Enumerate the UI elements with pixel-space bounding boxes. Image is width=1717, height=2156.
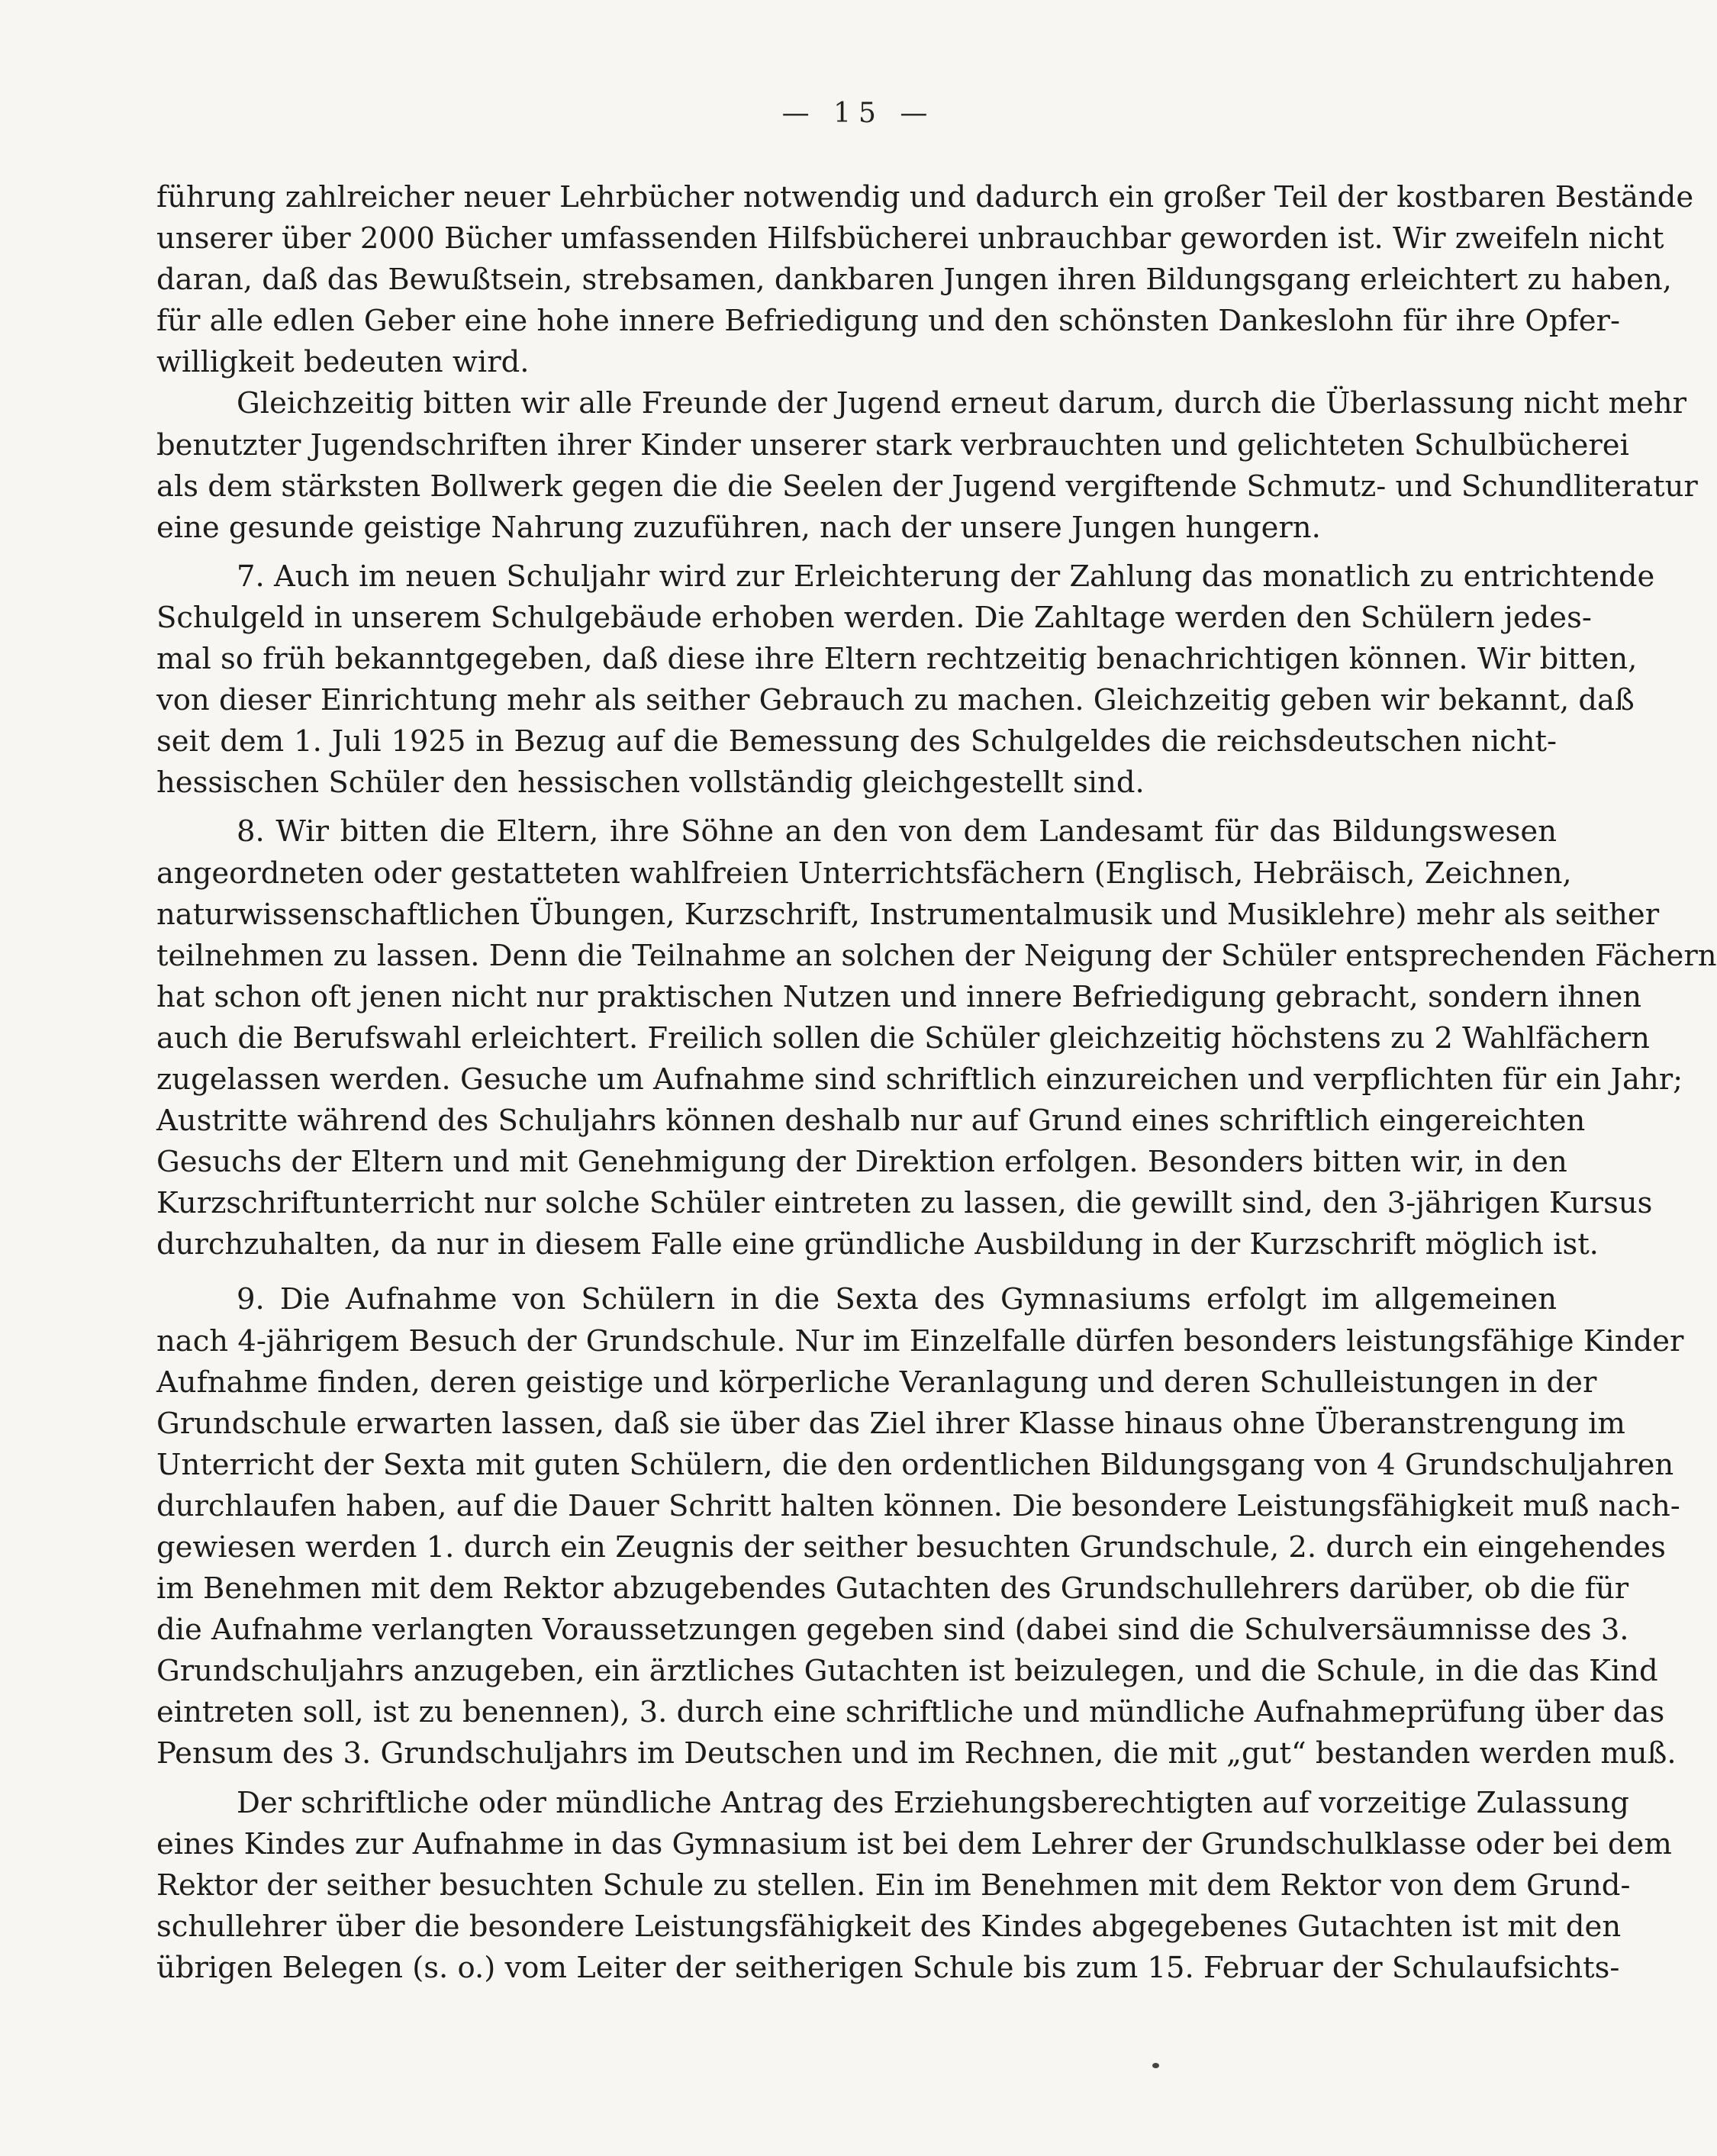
ink-speck [1152, 2063, 1159, 2068]
text-line: Grundschuljahrs anzugeben, ein ärztliches Gutachten ist beizulegen, und die Schule, in die das Kind [156, 1654, 1658, 1689]
body-text [156, 177, 1717, 1989]
text-line: Schulgeld in unserem Schulgebäude erhoben werden. Die Zahltage werden den Schülern jedes- [156, 600, 1592, 635]
text-line: 8. Wir bitten die Eltern, ihre Söhne an den von dem Landesamt für das Bildungswesen [237, 814, 1557, 849]
text-line: für alle edlen Geber eine hohe innere Befriedigung und den schönsten Dankeslohn für ihre Opfer- [156, 304, 1620, 339]
text-line: Rektor der seither besuchten Schule zu stellen. Ein im Benehmen mit dem Rektor von dem Grund- [156, 1868, 1631, 1903]
text-line: eine gesunde geistige Nahrung zuzuführen, nach der unsere Jungen hungern. [156, 510, 1321, 545]
text-line: Grundschule erwarten lassen, daß sie über das Ziel ihrer Klasse hinaus ohne Überanstrengung im [156, 1406, 1625, 1441]
text-line: durchlaufen haben, auf die Dauer Schritt halten können. Die besondere Leistungsfähigkeit muß nach- [156, 1488, 1680, 1523]
text-line: 7. Auch im neuen Schuljahr wird zur Erleichterung der Zahlung das monatlich zu entrichtende [237, 559, 1655, 594]
text-line: hessischen Schüler den hessischen vollständig gleichgestellt sind. [156, 765, 1145, 801]
page-number: — 15 — [781, 98, 936, 129]
text-line: teilnehmen zu lassen. Denn die Teilnahme an solchen der Neigung der Schüler entsprechenden Fächern [156, 938, 1717, 973]
paragraph-8 [156, 811, 1717, 1265]
text-line: nach 4-jährigem Besuch der Grundschule. Nur im Einzelfalle dürfen besonders leistungsfähige Kinder [156, 1323, 1684, 1358]
paragraph-7 [156, 556, 1655, 804]
text-line: Pensum des 3. Grundschuljahrs im Deutschen und im Rechnen, die mit „gut“ bestanden werden muß. [156, 1736, 1677, 1771]
paragraph-1 [156, 177, 1694, 383]
text-line: Austritte während des Schuljahrs können deshalb nur auf Grund eines schriftlich eingereichten [156, 1104, 1586, 1139]
text-line: Aufnahme finden, deren geistige und körperliche Veranlagung und deren Schulleistungen in der [156, 1365, 1597, 1400]
text-line: unserer über 2000 Bücher umfassenden Hilfsbücherei unbrauchbar geworden ist. Wir zweifeln nicht [156, 221, 1664, 256]
text-line: Kurzschriftunterricht nur solche Schüler eintreten zu lassen, die gewillt sind, den 3-jährigen Kursus [156, 1186, 1653, 1221]
text-line: von dieser Einrichtung mehr als seither Gebrauch zu machen. Gleichzeitig geben wir bekannt, daß [156, 683, 1635, 718]
text-line: führung zahlreicher neuer Lehrbücher notwendig und dadurch ein großer Teil der kostbaren Bestände [156, 180, 1694, 214]
text-line: zugelassen werden. Gesuche um Aufnahme sind schriftlich einzureichen und verpflichten für ein Jahr; [156, 1062, 1683, 1097]
text-line: eines Kindes zur Aufnahme in das Gymnasium ist bei dem Lehrer der Grundschulklasse oder bei dem [156, 1826, 1672, 1861]
text-line: als dem stärksten Bollwerk gegen die die Seelen der Jugend vergiftende Schmutz- und Schundliteratur [156, 469, 1698, 504]
text-line: gewiesen werden 1. durch ein Zeugnis der seither besuchten Grundschule, 2. durch ein eingehendes [156, 1530, 1666, 1565]
text-line: Unterricht der Sexta mit guten Schülern, die den ordentlichen Bildungsgang von 4 Grundschuljahren [156, 1447, 1674, 1482]
text-line: Gleichzeitig bitten wir alle Freunde der Jugend erneut darum, durch die Überlassung nicht mehr [237, 386, 1687, 421]
paragraph-2 [156, 383, 1698, 548]
text-line: im Benehmen mit dem Rektor abzugebendes Gutachten des Grundschullehrers darüber, ob die für [156, 1571, 1629, 1607]
text-line: Gesuchs der Eltern und mit Genehmigung der Direktion erfolgen. Besonders bitten wir, in den [156, 1145, 1567, 1180]
text-line: 9. Die Aufnahme von Schülern in die Sexta des Gymnasiums erfolgt im allgemeinen [237, 1282, 1557, 1317]
text-line: auch die Berufswahl erleichtert. Freilich sollen die Schüler gleichzeitig höchstens zu 2 Wahlfächern [156, 1020, 1650, 1055]
text-line: übrigen Belegen (s. o.) vom Leiter der seitherigen Schule bis zum 15. Februar der Schulaufsichts- [156, 1950, 1620, 1985]
text-line: Der schriftliche oder mündliche Antrag des Erziehungsberechtigten auf vorzeitige Zulassung [237, 1785, 1629, 1820]
text-line: die Aufnahme verlangten Voraussetzungen gegeben sind (dabei sind die Schulversäumnisse des 3. [156, 1613, 1629, 1648]
paragraph-application [156, 1783, 1672, 1989]
text-line: daran, daß das Bewußtsein, strebsamen, dankbaren Jungen ihren Bildungsgang erleichtert zu haben, [156, 263, 1672, 298]
text-line: willigkeit bedeuten wird. [156, 345, 530, 380]
text-line: seit dem 1. Juli 1925 in Bezug auf die Bemessung des Schulgeldes die reichsdeutschen nicht- [156, 724, 1557, 759]
text-line: durchzuhalten, da nur in diesem Falle eine gründliche Ausbildung in der Kurzschrift möglich ist. [156, 1227, 1599, 1262]
text-line: naturwissenschaftlichen Übungen, Kurzschrift, Instrumentalmusik und Musiklehre) mehr als seither [156, 897, 1660, 932]
text-line: angeordneten oder gestatteten wahlfreien Unterrichtsfächern (Englisch, Hebräisch, Zeichnen, [156, 856, 1572, 891]
text-line: eintreten soll, ist zu benennen), 3. durch eine schriftliche und mündliche Aufnahmeprüfung über das [156, 1695, 1665, 1730]
text-line: schullehrer über die besondere Leistungsfähigkeit des Kindes abgegebenes Gutachten ist mit den [156, 1909, 1622, 1944]
text-line: mal so früh bekanntgegeben, daß diese ihre Eltern rechtzeitig benachrichtigen können. Wir bitten, [156, 642, 1638, 677]
paragraph-9 [156, 1279, 1684, 1774]
text-line: hat schon oft jenen nicht nur praktischen Nutzen und innere Befriedigung gebracht, sondern ihnen [156, 979, 1642, 1014]
text-line: benutzter Jugendschriften ihrer Kinder unserer stark verbrauchten und gelichteten Schulbücherei [156, 427, 1629, 462]
